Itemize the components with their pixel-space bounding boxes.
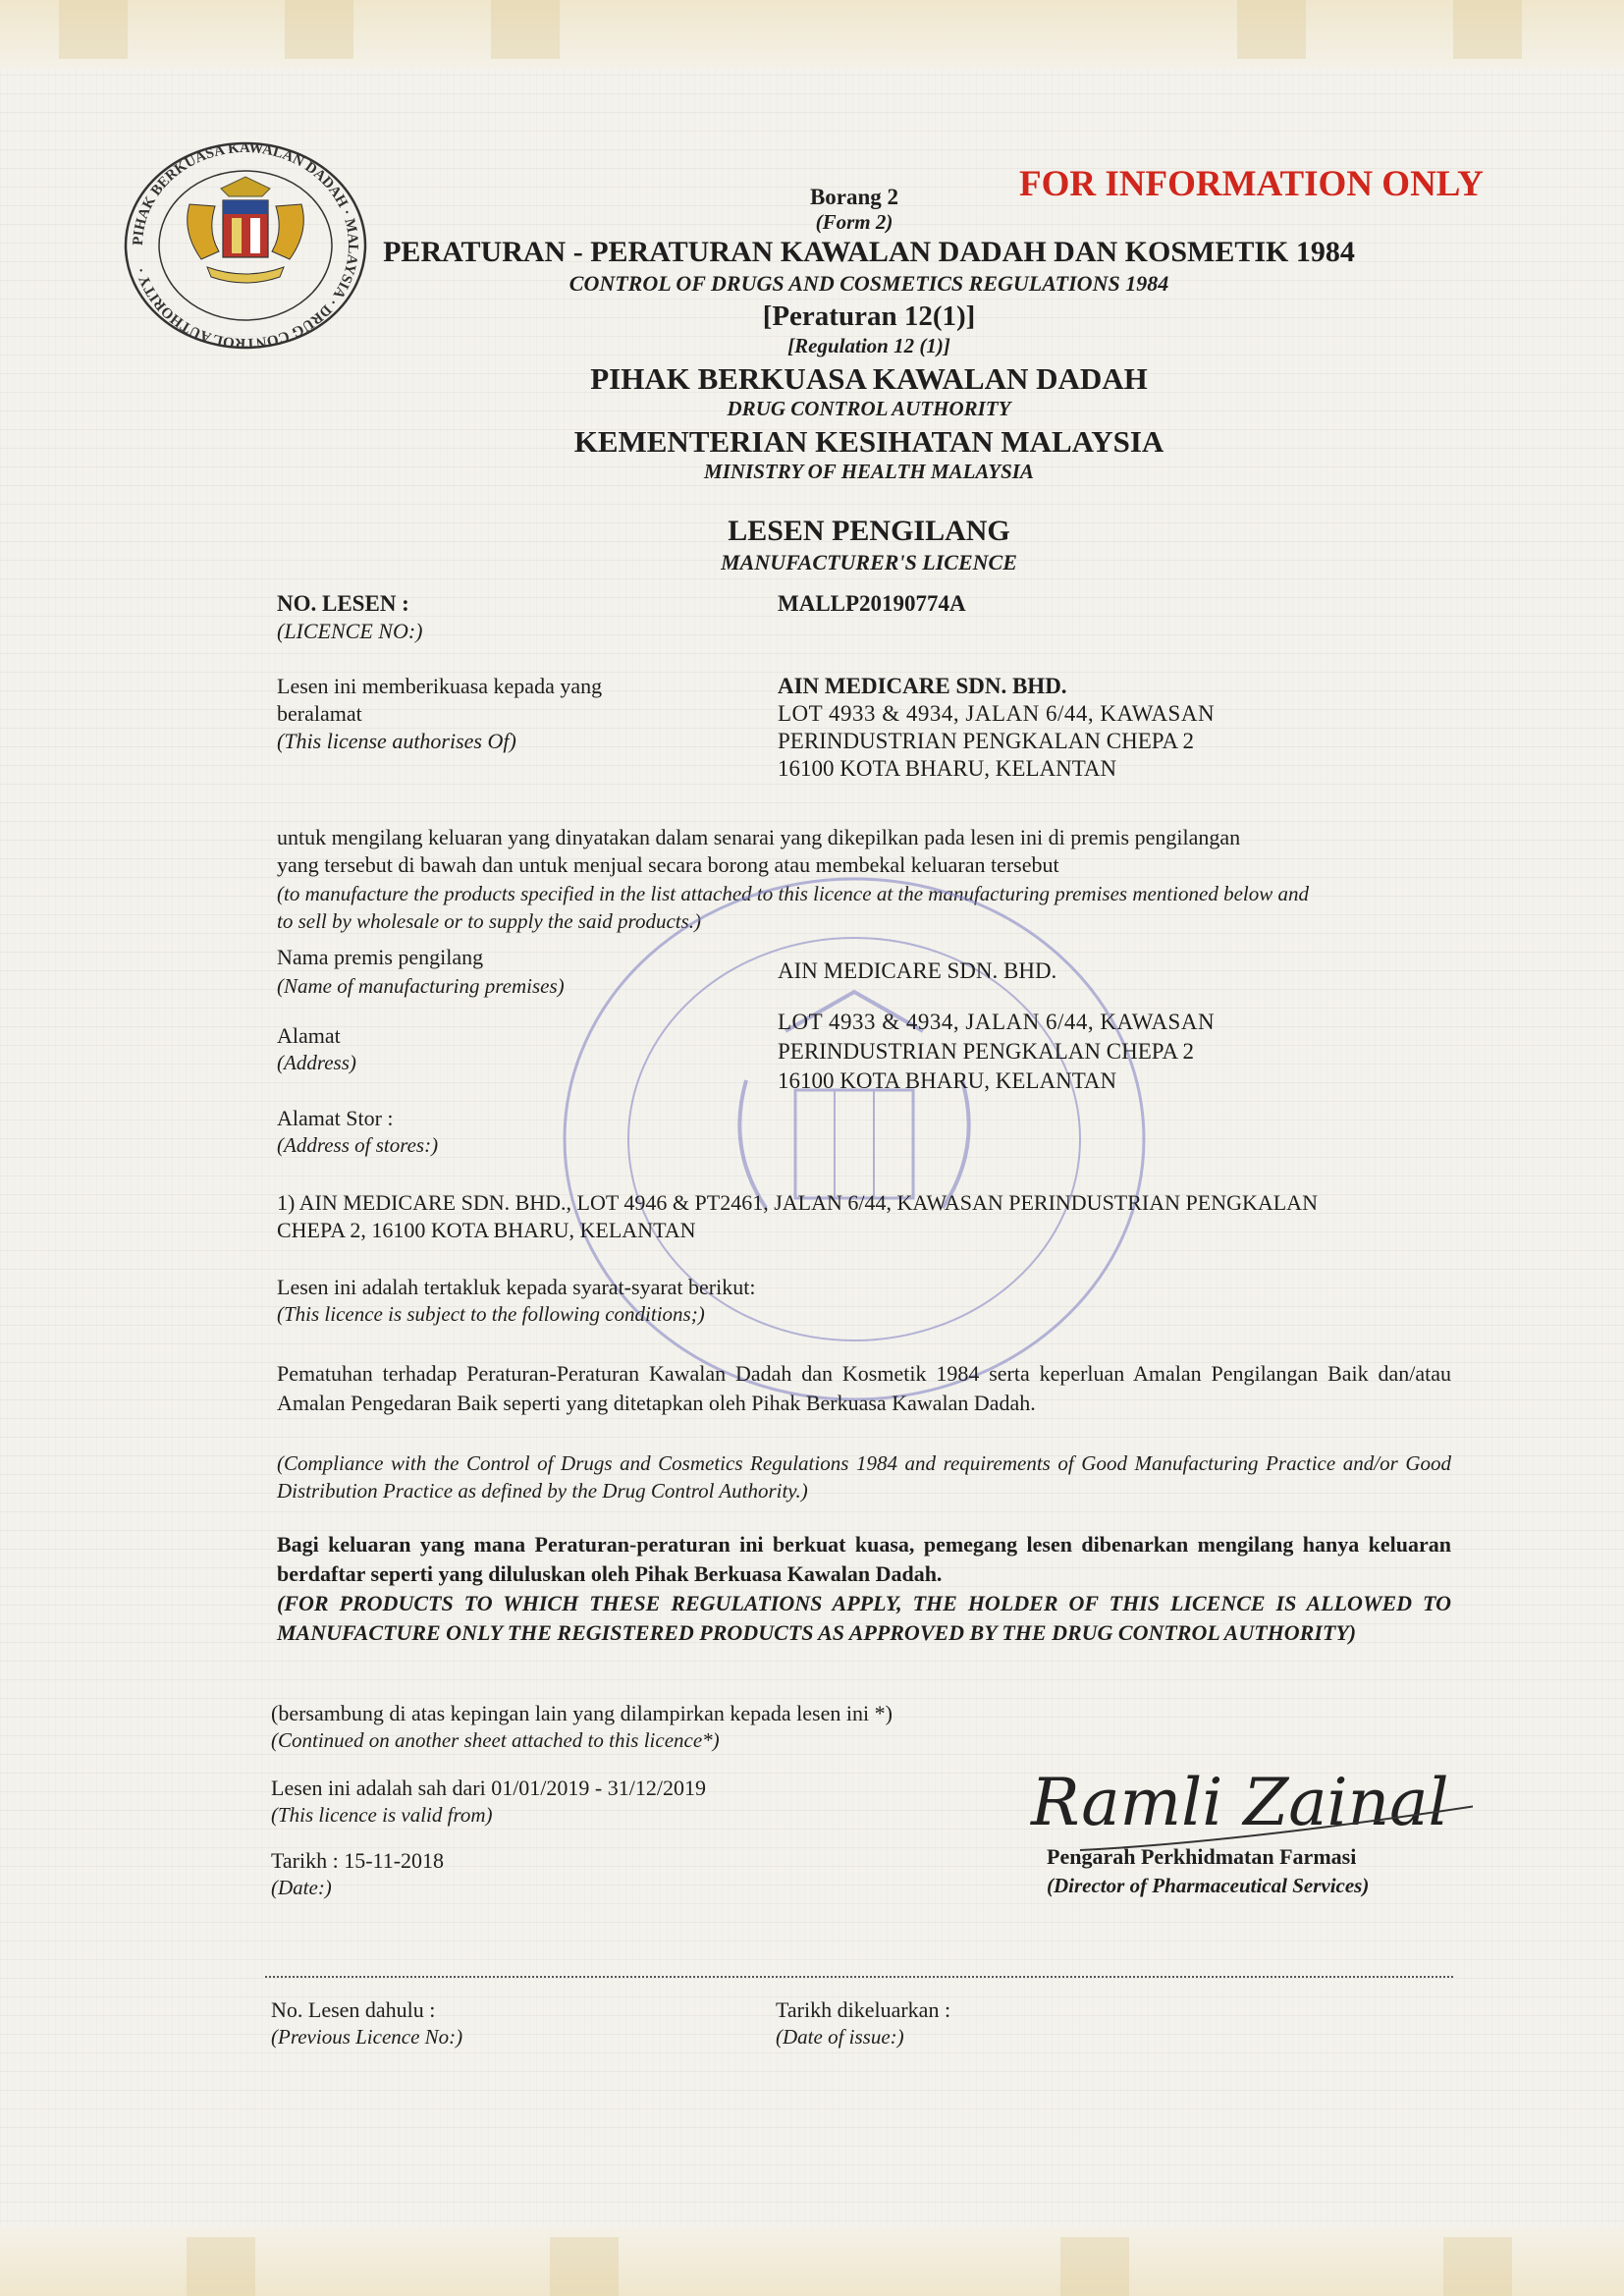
regulations-title-en: CONTROL OF DRUGS AND COSMETICS REGULATIONS 1984 [568, 271, 1169, 296]
premises-address-label: Alamat [277, 1023, 341, 1048]
authorises-label: Lesen ini memberikuasa kepada yang [277, 674, 603, 698]
premises-address-line: PERINDUSTRIAN PENGKALAN CHEPA 2 [778, 1039, 1195, 1064]
regulation-reference: [Peraturan 12(1)] [762, 301, 976, 332]
ministry-title: KEMENTERIAN KESIHATAN MALAYSIA [573, 424, 1164, 459]
premises-name-label: Nama premis pengilang [277, 945, 484, 969]
info-only-banner: FOR INFORMATION ONLY [1019, 164, 1484, 204]
dotted-divider [265, 1976, 1453, 1978]
licence-no-value: MALLP20190774A [778, 591, 966, 616]
condition-1-text-en: (Compliance with the Control of Drugs and Cosmetics Regulations 1984 and requirements of Good Manufacturing Practice and/or Good Distribution Practice as defined by the Drug Control Authority.) [277, 1451, 1451, 1503]
premises-name-label-en: (Name of manufacturing premises) [277, 974, 565, 998]
store-address-line: CHEPA 2, 16100 KOTA BHARU, KELANTAN [277, 1218, 696, 1242]
continued-note: (bersambung di atas kepingan lain yang dilampirkan kepada lesen ini *) [271, 1701, 893, 1725]
date-of-issue-label-en: (Date of issue:) [776, 2025, 904, 2049]
conditions-intro: Lesen ini adalah tertakluk kepada syarat-syarat berikut: [277, 1275, 756, 1299]
store-address-line: 1) AIN MEDICARE SDN. BHD., LOT 4946 & PT2461, JALAN 6/44, KAWASAN PERINDUSTRIAN PENGKALAN [277, 1190, 1318, 1215]
holder-address-line: 16100 KOTA BHARU, KELANTAN [778, 756, 1117, 781]
condition-2-text-en: (FOR PRODUCTS TO WHICH THESE REGULATIONS APPLY, THE HOLDER OF THIS LICENCE IS ALLOWED TO MANUFACTURE ONLY THE REGISTERED PRODUCTS AS APPROVED BY THE DRUG CONTROL AUTHORITY) [277, 1591, 1451, 1645]
top-edge-strip [0, 0, 1624, 69]
licence-title-en: MANUFACTURER'S LICENCE [721, 550, 1017, 574]
bottom-edge-strip [0, 2227, 1624, 2296]
authority-title: PIHAK BERKUASA KAWALAN DADAH [590, 361, 1148, 396]
condition-1-text: Pematuhan terhadap Peraturan-Peraturan Kawalan Dadah dan Kosmetik 1984 serta keperluan Amalan Pengilangan Baik dan/atau Amalan Pengedaran Baik seperti yang ditetapkan oleh Pihak Berkuasa Kawalan Dadah. [277, 1361, 1451, 1415]
holder-address-line: LOT 4933 & 4934, JALAN 6/44, KAWASAN [778, 701, 1216, 726]
licence-no-label: NO. LESEN : [277, 591, 409, 616]
purpose-text-en: to sell by wholesale or to supply the said products.) [277, 909, 702, 933]
issue-date-label-en: (Date:) [271, 1876, 332, 1899]
condition-2-text: Bagi keluaran yang mana Peraturan-peraturan ini berkuat kuasa, pemegang lesen dibenarkan mengilang hanya keluaran berdaftar seperti yang diluluskan oleh Pihak Berkuasa Kawalan Dadah. [277, 1532, 1451, 1586]
seal-text: PIHAK BERKUASA KAWALAN DADAH · MALAYSIA · DRUG CONTROL AUTHORITY · [130, 139, 361, 352]
signatory-title: Pengarah Perkhidmatan Farmasi [1047, 1844, 1357, 1869]
authorises-label-2: beralamat [277, 701, 362, 726]
purpose-text-en: (to manufacture the products specified in the list attached to this licence at the manufacturing premises mentioned below and [277, 882, 1309, 905]
issue-date: Tarikh : 15-11-2018 [271, 1848, 445, 1873]
coat-of-arms-icon [188, 177, 304, 283]
date-of-issue-label: Tarikh dikeluarkan : [776, 1997, 951, 2022]
premises-address-line: 16100 KOTA BHARU, KELANTAN [778, 1068, 1117, 1093]
authority-title-en: DRUG CONTROL AUTHORITY [727, 397, 1011, 420]
validity-text-en: (This licence is valid from) [271, 1803, 493, 1827]
form-number-en: (Form 2) [815, 210, 893, 234]
authorises-label-en: (This license authorises Of) [277, 729, 516, 753]
form-number: Borang 2 [809, 185, 899, 209]
premises-name-value: AIN MEDICARE SDN. BHD. [778, 958, 1057, 983]
purpose-text: yang tersebut di bawah dan untuk menjual secara borong atau membekal keluaran tersebut [277, 852, 1059, 877]
holder-name: AIN MEDICARE SDN. BHD. [778, 674, 1067, 698]
drug-control-authority-seal [113, 137, 378, 354]
regulation-reference-en: [Regulation 12 (1)] [787, 334, 950, 357]
conditions-intro-en: (This licence is subject to the following conditions;) [277, 1302, 705, 1326]
licence-title: LESEN PENGILANG [728, 515, 1010, 547]
official-stamp-watermark [550, 864, 1159, 1414]
premises-address-line: LOT 4933 & 4934, JALAN 6/44, KAWASAN [778, 1010, 1216, 1034]
store-address-label: Alamat Stor : [277, 1106, 394, 1130]
continued-note-en: (Continued on another sheet attached to this licence*) [271, 1728, 720, 1752]
previous-licence-label: No. Lesen dahulu : [271, 1997, 436, 2022]
licence-no-label-en: (LICENCE NO:) [277, 619, 423, 643]
regulations-title: PERATURAN - PERATURAN KAWALAN DADAH DAN KOSMETIK 1984 [383, 236, 1355, 268]
purpose-text: untuk mengilang keluaran yang dinyatakan dalam senarai yang dikepilkan pada lesen ini di premis pengilangan [277, 825, 1241, 849]
holder-address-line: PERINDUSTRIAN PENGKALAN CHEPA 2 [778, 729, 1195, 753]
previous-licence-label-en: (Previous Licence No:) [271, 2025, 463, 2049]
premises-address-label-en: (Address) [277, 1051, 356, 1074]
signatory-title-en: (Director of Pharmaceutical Services) [1047, 1874, 1370, 1897]
validity-text: Lesen ini adalah sah dari 01/01/2019 - 31/12/2019 [271, 1776, 706, 1800]
ministry-title-en: MINISTRY OF HEALTH MALAYSIA [704, 460, 1034, 483]
store-address-label-en: (Address of stores:) [277, 1133, 439, 1157]
svg-text:Ramli Zainal: Ramli Zainal [1031, 1765, 1449, 1840]
